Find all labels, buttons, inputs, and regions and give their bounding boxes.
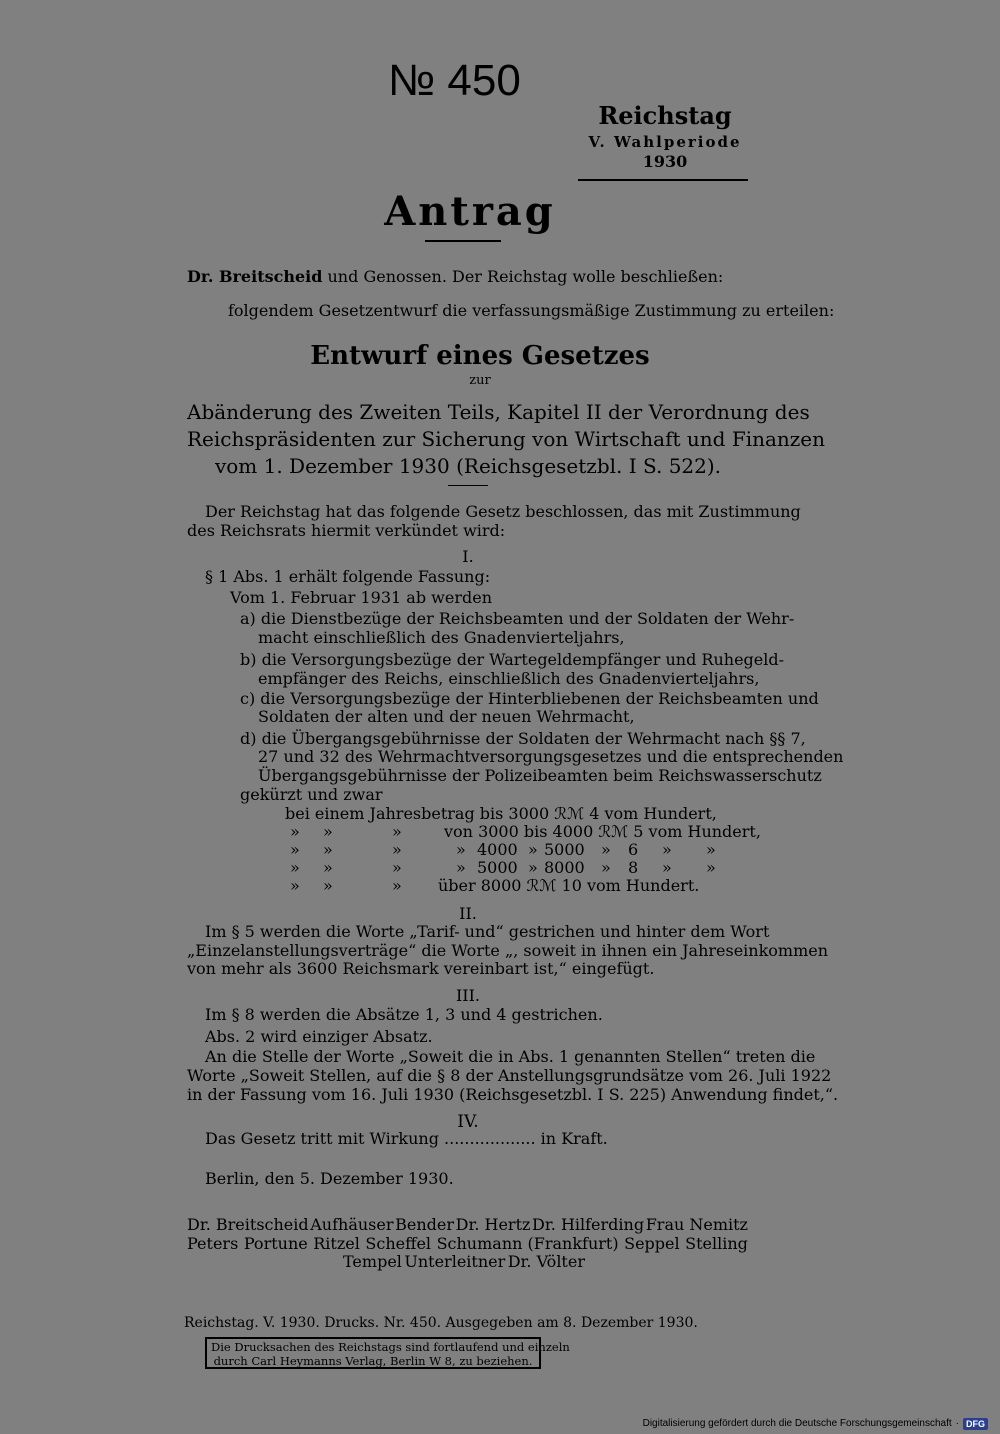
section-2-line-1: Im § 5 werden die Worte „Tarif- und“ gestrichen und hinter dem Wort: [205, 922, 770, 941]
section-1-heading: I.: [462, 547, 474, 566]
rate-value: 5000: [477, 858, 518, 877]
document-type-title: Antrag: [384, 188, 556, 235]
signatory: Bender: [395, 1215, 454, 1234]
draft-title: Entwurf eines Gesetzes: [310, 341, 650, 371]
ditto-mark: »: [662, 858, 672, 877]
section-2-line-3: von mehr als 3600 Reichsmark vereinbart ist,“ eingefügt.: [187, 959, 655, 978]
document-number: № 450: [388, 56, 521, 105]
section-2-heading: II.: [459, 904, 477, 923]
intro-text: und Genossen. Der Reichstag wolle beschließen:: [327, 267, 724, 286]
period-label: V. Wahlperiode: [588, 133, 742, 151]
ditto-mark: »: [601, 858, 611, 877]
section-1-line-2: Vom 1. Februar 1931 ab werden: [230, 588, 492, 607]
ditto-mark: »: [528, 858, 538, 877]
ditto-mark: »: [392, 840, 402, 859]
section-4-line: Das Gesetz tritt mit Wirkung .................. in Kraft.: [205, 1129, 608, 1148]
signatory-row-3: [343, 1253, 585, 1271]
signatory: Dr. Völter: [507, 1252, 585, 1271]
ditto-mark: »: [392, 876, 402, 895]
ditto-mark: »: [392, 822, 402, 841]
signatory-row-2: [187, 1235, 748, 1253]
signatory: Dr. Breitscheid: [187, 1215, 309, 1234]
item-b-line-1: b) die Versorgungsbezüge der Wartegeldempfänger und Ruhegeld-: [240, 650, 785, 669]
section-1-line-1: § 1 Abs. 1 erhält folgende Fassung:: [205, 567, 491, 586]
ditto-mark: »: [323, 840, 333, 859]
signatory: Schumann (Frankfurt): [436, 1234, 619, 1253]
item-b-line-2: empfänger des Reichs, einschließlich des Gnadenvierteljahrs,: [258, 669, 760, 688]
section-3-line-3: An die Stelle der Worte „Soweit die in Abs. 1 genannten Stellen“ treten die: [205, 1047, 816, 1066]
item-a-line-1: a) die Dienstbezüge der Reichsbeamten und der Soldaten der Wehr-: [240, 609, 795, 628]
item-d-line-2: 27 und 32 des Wehrmachtversorgungsgesetzes und die entsprechenden: [258, 747, 844, 766]
ditto-mark: »: [323, 876, 333, 895]
ditto-mark: »: [323, 822, 333, 841]
ditto-mark: »: [290, 876, 300, 895]
draft-subtitle-1: Abänderung des Zweiten Teils, Kapitel II der Verordnung des: [187, 400, 810, 424]
signatory: Aufhäuser: [310, 1215, 394, 1234]
distribution-line-2: durch Carl Heymanns Verlag, Berlin W 8, zu beziehen.: [213, 1354, 533, 1368]
imprint-line: Reichstag. V. 1930. Drucks. Nr. 450. Ausgegeben am 8. Dezember 1930.: [184, 1315, 698, 1331]
parliament-label: Reichstag: [598, 101, 732, 130]
draft-zur: zur: [469, 373, 491, 388]
rate-value: 4000: [477, 840, 518, 859]
section-3-line-5: in der Fassung vom 16. Juli 1930 (Reichsgesetzbl. I S. 225) Anwendung findet,“.: [187, 1085, 839, 1104]
draft-rule: [448, 485, 488, 486]
signatory: Seppel: [624, 1234, 680, 1253]
ditto-mark: »: [323, 858, 333, 877]
signatory: Stelling: [685, 1234, 748, 1253]
ditto-mark: »: [456, 858, 466, 877]
rate-value: 5000: [544, 840, 585, 859]
distribution-box: [205, 1337, 570, 1369]
ditto-mark: »: [601, 840, 611, 859]
reduced-line: gekürzt und zwar: [240, 785, 383, 804]
item-d-line-1: d) die Übergangsgebührnisse der Soldaten der Wehrmacht nach §§ 7,: [240, 729, 806, 748]
place-date: Berlin, den 5. Dezember 1930.: [205, 1169, 454, 1188]
signatory: Dr. Hilferding: [532, 1215, 645, 1234]
credit-separator: ·: [955, 1418, 959, 1429]
item-c-line-2: Soldaten der alten und der neuen Wehrmacht,: [258, 707, 635, 726]
ditto-mark: »: [528, 840, 538, 859]
signatory: Peters: [187, 1234, 239, 1253]
ditto-mark: »: [290, 840, 300, 859]
signatory: Ritzel: [313, 1234, 360, 1253]
ditto-mark: »: [392, 858, 402, 877]
ditto-mark: »: [290, 822, 300, 841]
rate-text: über 8000 ℛℳ 10 vom Hundert.: [438, 876, 700, 895]
rate-value: 6: [628, 840, 639, 859]
section-2-line-2: „Einzelanstellungsverträge“ die Worte „, soweit in ihnen ein Jahreseinkommen: [187, 941, 829, 960]
draft-subtitle-2: Reichspräsidenten zur Sicherung von Wirtschaft und Finanzen: [187, 427, 826, 451]
signatory: Unterleitner: [404, 1252, 506, 1271]
rate-text: von 3000 bis 4000 ℛℳ 5 vom Hundert,: [444, 822, 761, 841]
signatory: Frau Nemitz: [645, 1215, 748, 1234]
ditto-mark: »: [662, 840, 672, 859]
credit-text: Digitalisierung gefördert durch die Deutsche Forschungsgemeinschaft: [642, 1418, 952, 1429]
section-4-heading: IV.: [457, 1112, 479, 1132]
ditto-mark: »: [706, 840, 716, 859]
draft-subtitle-3: vom 1. Dezember 1930 (Reichsgesetzbl. I S. 522).: [214, 454, 722, 478]
intro-line-1: [187, 268, 723, 286]
section-3-line-2: Abs. 2 wird einziger Absatz.: [205, 1027, 433, 1046]
preamble-line-2: des Reichsrats hiermit verkündet wird:: [187, 521, 506, 540]
item-a-line-2: macht einschließlich des Gnadenvierteljahrs,: [258, 628, 625, 647]
year-label: 1930: [642, 152, 688, 171]
signatory-row-1: [187, 1216, 748, 1234]
item-d-line-3: Übergangsgebührnisse der Polizeibeamten beim Reichswasserschutz: [258, 766, 822, 785]
header-rule: [578, 179, 748, 181]
intro-line-2: folgendem Gesetzentwurf die verfassungsmäßige Zustimmung zu erteilen:: [228, 301, 835, 320]
signatory: Tempel: [343, 1252, 402, 1271]
signatory: Dr. Hertz: [455, 1215, 531, 1234]
section-3-line-4: Worte „Soweit Stellen, auf die § 8 der Anstellungsgrundsätze vom 26. Juli 1922: [187, 1066, 832, 1085]
rate-value: 8: [628, 858, 639, 877]
section-3-line-1: Im § 8 werden die Absätze 1, 3 und 4 gestrichen.: [205, 1005, 603, 1024]
title-rule: [425, 240, 501, 242]
preamble-line-1: Der Reichstag hat das folgende Gesetz beschlossen, das mit Zustimmung: [205, 502, 801, 521]
signatory: Scheffel: [365, 1234, 432, 1253]
ditto-mark: »: [456, 840, 466, 859]
ditto-mark: »: [290, 858, 300, 877]
section-3-heading: III.: [455, 986, 481, 1005]
distribution-line-1: Die Drucksachen des Reichstags sind fortlaufend und einzeln: [211, 1340, 570, 1354]
item-c-line-1: c) die Versorgungsbezüge der Hinterbliebenen der Reichsbeamten und: [240, 689, 819, 708]
digitization-credit: [643, 1418, 988, 1430]
signatory: Portune: [243, 1234, 308, 1253]
rate-row-1: bei einem Jahresbetrag bis 3000 ℛℳ 4 vom Hundert,: [285, 804, 717, 823]
rate-value: 8000: [544, 858, 585, 877]
dfg-logo: DFG: [963, 1418, 988, 1430]
ditto-mark: »: [706, 858, 716, 877]
sponsor-name: Dr. Breitscheid: [187, 267, 323, 286]
